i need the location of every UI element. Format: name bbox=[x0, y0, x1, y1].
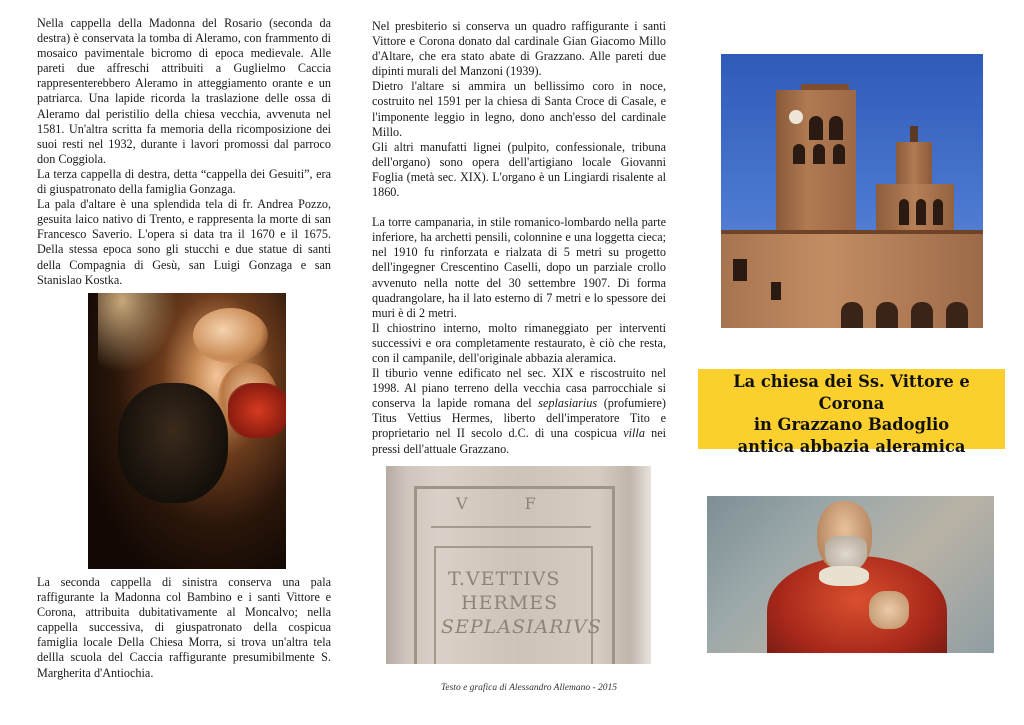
paragraph-rosario-chapel: Nella cappella della Madonna del Rosario (seconda da destra) è conservata la tomba di Aleramo, con frammento di mosaico pavimentale bicromo di epoca medievale. Alle pareti due affreschi attribuiti a Guglielmo Caccia rappresenterebbero Aleramo in atteggiamento orante e un patriarca. Una lapide ricorda la traslazione delle ossa di Aleramo dal peristilio della chiesa vecchia, avvenuta nel 1581. Un'altra scritta fa memoria della ricomposizione dei suoi resti nel 1932, durante i lavori promossi dal parroco don Coggiola. bbox=[37, 16, 331, 166]
paragraph-bell-tower: La torre campanaria, in stile romanico-lombardo nella parte inferiore, ha archetti pensili, colonnine e una loggetta cieca; nel 1910 fu rinforzata e rialzata di 5 metri su progetto dell'ingegner Crescentino Caselli, dopo un parziale crollo avvenuto nella notte del 30 settembre 1907. Di forma quadrangolare, ha il lato esterno di 7 metri e lo spessore dei muri è di 2 metri. bbox=[372, 215, 666, 320]
paragraph-second-chapel-left: La seconda cappella di sinistra conserva una pala raffigurante la Madonna col Bambino e i santi Vittore e Corona, attribuita dubitativamente al Moncalvo; nella cappella successiva, di giuspatronato della cospicua famiglia locale Della Chiesa Morra, si trova un'altra tela dellla scuola del Caccia raffigurante presumibilmente S. Margherita d'Antiochia. bbox=[37, 575, 331, 680]
middle-column-text bbox=[372, 19, 666, 457]
stele-inscription-line-1: T.VETTIVS bbox=[448, 568, 561, 590]
title-line-2: in Grazzano Badoglio bbox=[753, 415, 950, 434]
roman-stele-photo bbox=[386, 466, 651, 664]
clock-icon bbox=[789, 110, 803, 124]
stele-inscription-line-3: SEPLASIARIVS bbox=[441, 616, 602, 638]
fresco-aleramo-praying bbox=[707, 496, 994, 653]
title-line-3: antica abbazia aleramica bbox=[737, 436, 966, 456]
title-box bbox=[698, 369, 1005, 456]
paragraph-cloister: Il chiostrino interno, molto rimaneggiato per interventi successivi e ora completamente restaurato, è ciò che resta, con il campanile, dell'originale abbazia aleramica. bbox=[372, 320, 666, 365]
church-bell-tower-photo bbox=[721, 54, 983, 328]
paragraph-choir: Dietro l'altare si ammira un bellissimo coro in noce, costruito nel 1591 per la chiesa di Santa Croce di Casale, e l'imponente leggio in legno, dono anch'esso del cardinale Millo. bbox=[372, 79, 666, 139]
paragraph-gesuiti-chapel: La terza cappella di destra, detta “cappella dei Gesuiti”, era di giuspatronato della famiglia Gonzaga. bbox=[37, 166, 331, 197]
stele-inscription-top: V F bbox=[456, 494, 537, 513]
paragraph-wooden-artifacts: Gli altri manufatti lignei (pulpito, confessionale, tribuna dell'organo) sono opera dell'artigiano locale Giovanni Foglia (metà sec. XIX). L'organo è un Lingiardi risalente al 1860. bbox=[372, 139, 666, 200]
paragraph-altarpiece: La pala d'altare è una splendida tela di fr. Andrea Pozzo, gesuita laico nativo di Trento, e rappresenta la morte di san Francesco Saverio. L'opera si data tra il 1670 e il 1675. Della stessa epoca sono gli stucchi e due statue di santi della Compagnia di Gesù, san Luigi Gonzaga e san Stanislao Kostka. bbox=[37, 197, 331, 287]
paragraph-presbytery: Nel presbiterio si conserva un quadro raffigurante i santi Vittore e Corona donato dal cardinale Gian Giacomo Millo d'Altare, che era stato abate di Grazzano. Alle pareti due dipinti murali del Manzoni (1939). bbox=[372, 19, 666, 79]
title-line-1: La chiesa dei Ss. Vittore e Corona bbox=[733, 372, 970, 413]
footer-credit: Testo e grafica di Alessandro Allemano - 2015 bbox=[440, 683, 617, 693]
painting-death-of-saint-francis-xavier bbox=[88, 293, 286, 569]
stele-inscription-line-2: HERMES bbox=[461, 592, 559, 614]
paragraph-tiburio: Il tiburio venne edificato nel sec. XIX e riscostruito nel 1998. Al piano terreno della vecchia casa parrocchiale si conserva la lapide romana del seplasiarius (profumiere) Titus Vettius Hermes, liberto dell'imperatore Tito e proprietario nel II secolo d.C. di una cospicua villa nei pressi dell'attuale Grazzano. bbox=[372, 366, 667, 456]
left-column-text bbox=[37, 16, 331, 288]
left-column-bottom-text bbox=[37, 575, 331, 681]
